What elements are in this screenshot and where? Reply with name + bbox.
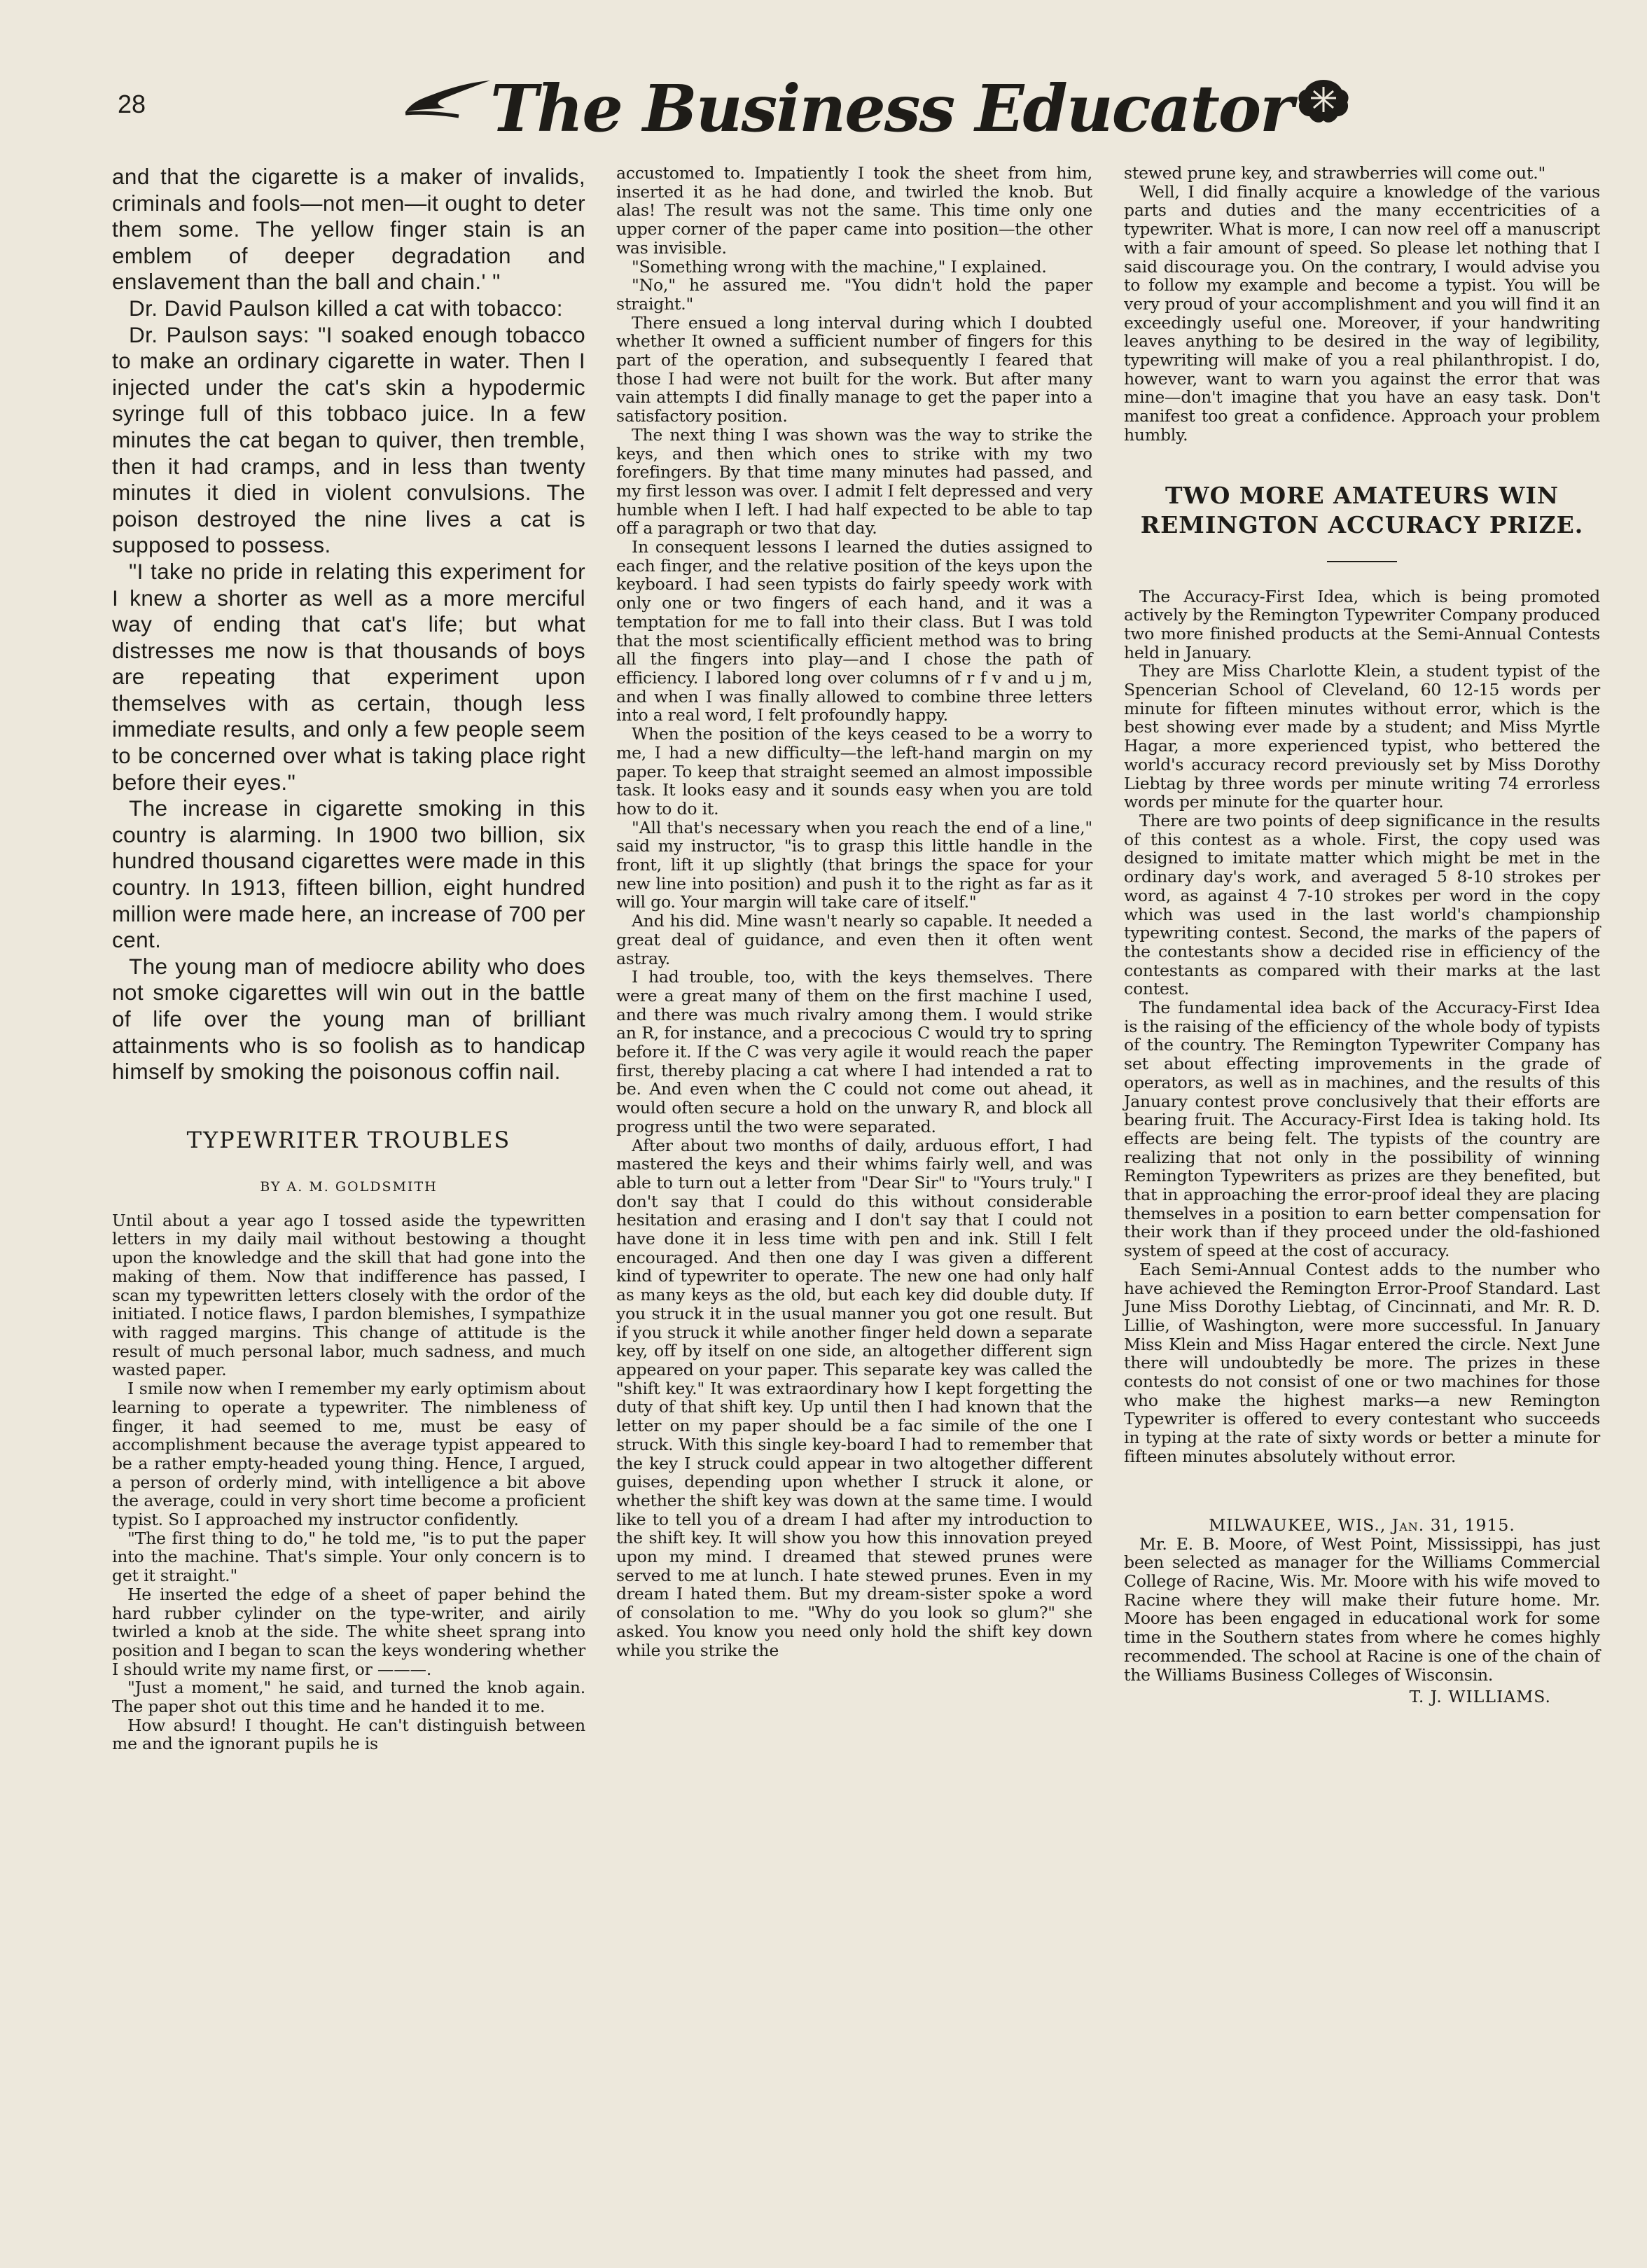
remington-article-title: TWO MORE AMATEURS WIN REMINGTON ACCURACY PRIZE.: [1140, 481, 1584, 538]
wing-ornament-icon: [403, 77, 494, 119]
paragraph: Dr. David Paulson killed a cat with tobacco:: [129, 295, 563, 321]
paragraph: Until about a year ago I tossed aside the typewritten letters in my daily mail without bestowing a thought upon the knowledge and the skill that had gone into the making of them. Now that indifference has passed, I scan my typewritten letters closely with the ordor of the initiated. I notice flaws, I pardon blemishes, I sympathize with ragged margins. This change of attitude is the result of much personal labor, much sadness, and much wasted paper.: [112, 1210, 585, 1380]
paragraph: And his did. Mine wasn't nearly so capable. It needed a great deal of guidance, and even then it often went astray.: [616, 911, 1092, 968]
typewriter-article-title: TYPEWRITER TROUBLES: [186, 1126, 511, 1153]
paragraph: The Accuracy-First Idea, which is being promoted actively by the Remington Typewriter Company produced two more finished products at the Semi-Annual Contests held in January.: [1124, 586, 1600, 662]
paragraph: Well, I did finally acquire a knowledge of the various parts and duties and the many eccentricities of a typewriter. What is more, I can now reel off a manuscript with a fair amount of speed. So please let nothing that I said discourage you. On the contrary, I would advise you to follow my example and become a typist. You will be very proud of your accomplishment and you will find it an exceedingly useful one. Moreover, if your handwriting leaves anything to be desired in the way of legibility, typewriting will make of you a real philanthropist. I do, however, want to warn you against the error that was mine—don't imagine that you have an easy task. Don't manifest too great a confidence. Approach your problem humbly.: [1124, 181, 1600, 445]
paragraph: There are two points of deep significance in the results of this contest as a whole. First, the copy used was designed to imitate matter which might be met in the ordinary day's work, and averaged 5 8-10 strokes per word, as against 4 7-10 strokes per word in the copy which was used in the last world's championship typewriting contest. Second, the marks of the papers of the contestants show a decided rise in efficiency of the contestants as compared with their marks at the last contest.: [1124, 810, 1600, 999]
signature: T. J. WILLIAMS.: [1409, 1687, 1551, 1707]
paragraph: After about two months of daily, arduous effort, I had mastered the keys and their whims fairly well, and was able to turn out a letter from "Dear Sir" to "Yours truly." I don't say that I could do this without considerable hesitation and erasing and I don't say that I could not have done it in less time with pen and ink. Still I felt encouraged. And then one day I was given a different kind of typewriter to operate. The new one had only half as many keys as the old, but each key did double duty. If you struck it in the usual manner you got one result. But if you struck it while another finger held down a separate key, off by itself on one side, an altogether different sign appeared on your paper. This separate key was called the "shift key." It was extraordinary how I kept forgetting the duty of that shift key. Up until then I had known that the letter on my paper should be a fac simile of the one I struck. With this single key-board I had to remember that the key I struck could appear in two altogether different guises, depending upon whether I struck it alone, or whether the shift key was down at the same time. I would like to tell you of a dream I had after my introduction to the shift key. It will show you how this innovation preyed upon my mind. I dreamed that stewed prunes were served to me at lunch. I hate stewed prunes. Even in my dream I hated them. But my dream-sister spoke a word of consolation to me. "Why do you look so glum?" she asked. You know you need only hold the shift key down while you strike the: [616, 1135, 1092, 1660]
paragraph: "All that's necessary when you reach the end of a line," said my instructor, "is to grasp this little handle in the front, lift it up slightly (that brings the space for your new line into position) and push it to the right as far as it will go. Your margin will take care of itself.": [616, 817, 1092, 912]
paragraph: and that the cigarette is a maker of invalids, criminals and fools—not men—it ought to deter them some. The yellow finger stain is an emblem of deeper degradation and enslavement than the ball and chain.' ": [112, 164, 585, 295]
column-3: [1124, 164, 1600, 1706]
paragraph: Mr. E. B. Moore, of West Point, Mississippi, has just been selected as manager for the Williams Commercial College of Racine, Wis. Mr. Moore with his wife moved to Racine where they will make their future home. Mr. Moore has been engaged in educational work for some time in the Southern states from where he comes highly recommended. The school at Racine is one of the chain of the Williams Business Colleges of Wisconsin.: [1124, 1533, 1600, 1685]
typewriter-article-part-3: [1124, 164, 1600, 445]
paragraph: The next thing I was shown was the way to strike the keys, and then which ones to strike with my two forefingers. By that time many minutes had passed, and my first lesson was over. I admit I felt depressed and very humble when I left. I had half expected to be able to tap off a paragraph or two that day.: [616, 424, 1092, 538]
paragraph: accustomed to. Impatiently I took the sheet from him, inserted it as he had done, and twirled the knob. But alas! The result was not the same. This time only one upper corner of the paper came into position—the other was invisible.: [616, 163, 1092, 258]
column-1: [112, 164, 585, 1753]
paragraph: I had trouble, too, with the keys themselves. There were a great many of them on the first machine I used, and there was much rivalry among them. I would strike an R, for instance, and a precocious C would try to spring before it. If the C was very agile it would reach the paper first, thereby placing a cat where I had intended a rat to be. And even when the C could not come out ahead, it would often secure a hold on the unwary R, and block all progress until the two were separated.: [616, 967, 1092, 1136]
milwaukee-notice: [1124, 1535, 1600, 1685]
cigarette-article-continuation: [112, 164, 585, 1085]
paragraph: The fundamental idea back of the Accuracy-First Idea is the raising of the efficiency of the whole body of typists of the country. The Remington Typewriter Company has set about effecting improvements in the grade of operators, as well as in machines, and the results of this January contest prove conclusively that their efforts are bearing fruit. The Accuracy-First Idea is taking hold. Its effects are being felt. The typists of the country are realizing that not only in the possibility of winning Remington Typewriters as prizes are they benefited, but that in approaching the error-proof ideal they are placing themselves in a position to earn better compensation for their work than if they proceed under the old-fashioned system of speed at the cost of accuracy.: [1124, 998, 1600, 1261]
column-2: [616, 164, 1092, 1660]
title-divider: [1327, 561, 1397, 562]
paragraph: I smile now when I remember my early optimism about learning to operate a typewriter. The nimbleness of finger, it had seemed to me, must be easy of accomplishment because the average typist appeared to be a rather empty-headed young thing. Hence, I argued, a person of orderly mind, with intelligence a bit above the average, could in very short time become a proficient typist. So I approached my instructor confidently.: [112, 1379, 585, 1530]
paragraph: The increase in cigarette smoking in this country is alarming. In 1900 two billion, six hundred thousand cigarettes were made in this country. In 1913, fifteen billion, eight hundred million were made here, an increase of 700 per cent.: [112, 795, 585, 953]
paragraph: "Something wrong with the machine," I explained.: [632, 256, 1047, 277]
typewriter-article-part-1: [112, 1211, 585, 1753]
paragraph: They are Miss Charlotte Klein, a student typist of the Spencerian School of Cleveland, 60 12-15 words per minute for fifteen minutes without error, which is the best showing ever made by a student; and Miss Myrtle Hagar, a more experienced typist, who bettered the world's accuracy record previously set by Miss Dorothy Liebtag by three words per minute writing 74 errorless words per minute for the quarter hour.: [1124, 661, 1600, 812]
remington-article-body: [1124, 587, 1600, 1466]
emblem-ornament-icon: [1295, 77, 1351, 126]
paragraph: Each Semi-Annual Contest adds to the number who have achieved the Remington Error-Proof Standard. Last June Miss Dorothy Liebtag, of Cincinnati, and Mr. R. D. Lillie, of Washington, were more successful. In January Miss Klein and Miss Hagar entered the circle. Next June there will undoubtedly be more. The prizes in these contests do not consist of one or two machines for those who make the highest marks—a new Remington Typewriter is offered to every contestant who succeeds in typing at the rate of sixty words or better a minute for fifteen minutes absolutely without error.: [1124, 1259, 1600, 1466]
paragraph: "The first thing to do," he told me, "is to put the paper into the machine. That's simple. Your only concern is to get it straight.": [112, 1528, 585, 1586]
paragraph: "No," he assured me. "You didn't hold the paper straight.": [616, 275, 1092, 314]
paragraph: In consequent lessons I learned the duties assigned to each finger, and the relative position of the keys upon the keyboard. I had seen typists do fairly speedy work with only one or two fingers of each hand, and it was a temptation for me to fall into their class. But I was told that the most scientifically efficient method was to bring all the fingers into play—and I chose the path of efficiency. I labored long over columns of r f v and u j m, and when I was finally allowed to combine three letters into a real word, I felt profoundly happy.: [616, 537, 1092, 725]
paragraph: He inserted the edge of a sheet of paper behind the hard rubber cylinder on the type-writer, and airily twirled a knob at the side. The white sheet sprang into position and I began to scan the keys wondering whether I should write my name first, or ———.: [112, 1584, 585, 1679]
paragraph: Dr. Paulson says: "I soaked enough tobacco to make an ordinary cigarette in water. Then I injected under the cat's skin a hypodermic syringe full of this tobbaco juice. In a few minutes the cat began to quiver, then tremble, then it had cramps, and in less than twenty minutes it died in violent convulsions. The poison destroyed the nine lives a cat is supposed to possess.: [112, 321, 585, 558]
typewriter-article-part-2: [616, 164, 1092, 1660]
paragraph: How absurd! I thought. He can't distinguish between me and the ignorant pupils he is: [112, 1715, 585, 1754]
masthead-title: The Business Educator: [490, 71, 1293, 146]
milwaukee-dateline: MILWAUKEE, WIS., Jan. 31, 1915.: [1209, 1515, 1515, 1535]
paragraph: There ensued a long interval during which I doubted whether It owned a sufficient number of fingers for this part of the operation, and subsequently I feared that those I had were not built for the work. But after many vain attempts I did finally manage to get the paper into a satisfactory position.: [616, 312, 1092, 426]
paragraph: The young man of mediocre ability who does not smoke cigarettes will win out in the battle of life over the young man of brilliant attainments who is so foolish as to handicap himself by smoking the poisonous coffin nail.: [112, 953, 585, 1085]
paragraph: "I take no pride in relating this experiment for I knew a shorter as well as a more merciful way of ending that cat's life; but what distresses me now is that thousands of boys are repeating that experiment upon themselves with as certain, though less immediate results, and only a few people seem to be concerned over what is taking place right before their eyes.": [112, 558, 585, 795]
paragraph: stewed prune key, and strawberries will come out.": [1124, 163, 1546, 183]
page-number: 28: [118, 90, 146, 118]
paragraph: When the position of the keys ceased to be a worry to me, I had a new difficulty—the left-hand margin on my paper. To keep that straight seemed an almost impossible task. It looks easy and it sounds easy when you are told how to do it.: [616, 724, 1092, 819]
paragraph: "Just a moment," he said, and turned the knob again. The paper shot out this time and he handed it to me.: [112, 1678, 585, 1717]
byline: BY A. M. GOLDSMITH: [260, 1178, 438, 1195]
